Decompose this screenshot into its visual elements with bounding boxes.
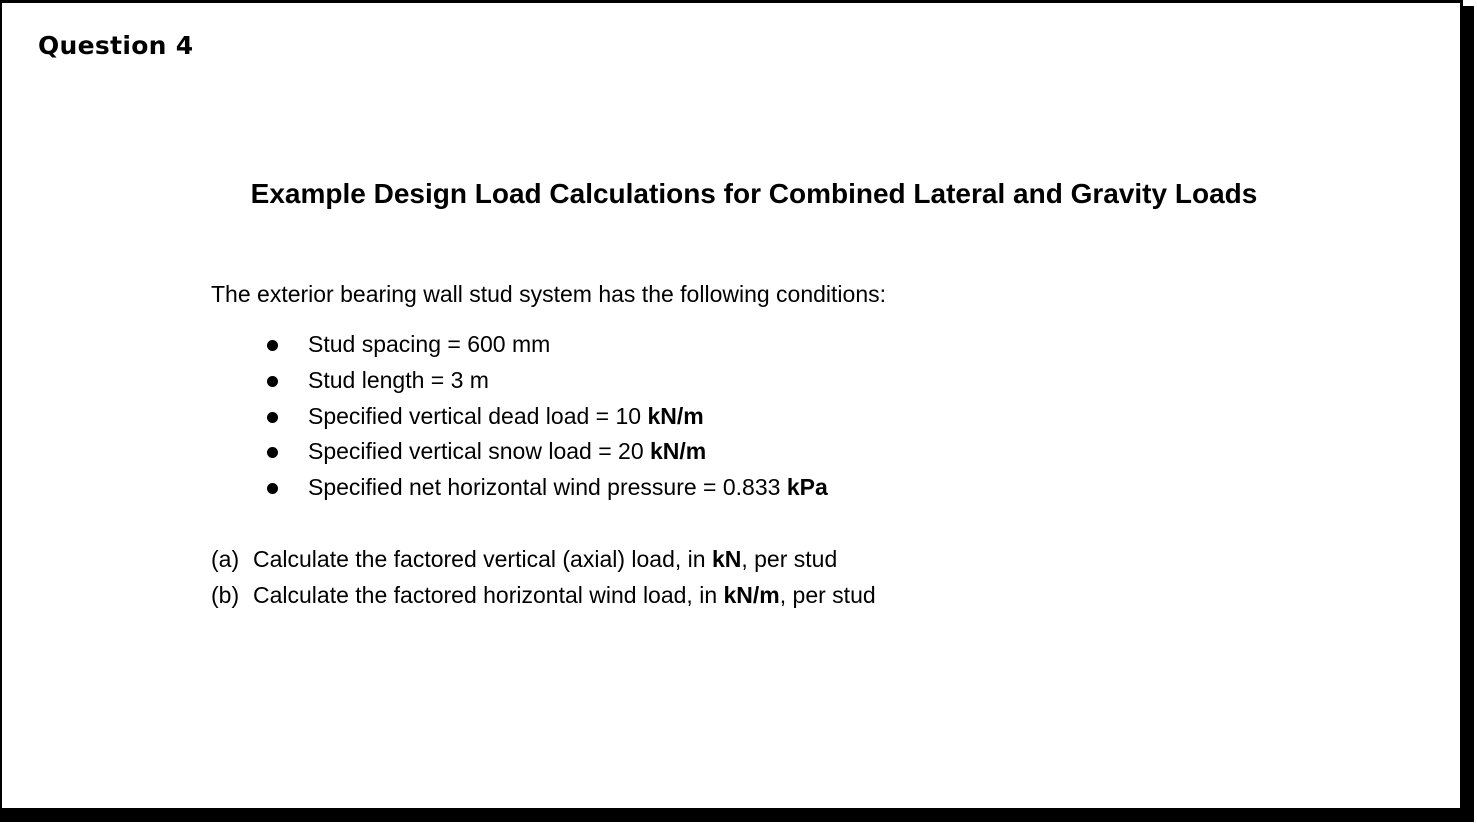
condition-stud-spacing bbox=[266, 327, 828, 363]
condition-snow-load bbox=[266, 434, 828, 470]
task-text: Calculate the factored horizontal wind load, in bbox=[253, 582, 724, 608]
task-text: Calculate the factored vertical (axial) load, in bbox=[253, 546, 712, 572]
task-text-end: , per stud bbox=[741, 546, 838, 572]
task-text-end: , per stud bbox=[779, 582, 876, 608]
task-letter: (b) bbox=[211, 582, 240, 608]
condition-unit: kPa bbox=[786, 474, 828, 501]
tasks-list bbox=[211, 541, 876, 613]
task-a bbox=[211, 541, 876, 577]
task-b bbox=[211, 577, 876, 613]
task-unit: kN/m bbox=[723, 582, 780, 608]
condition-text: Specified vertical dead load = 10 bbox=[308, 402, 648, 429]
conditions-list bbox=[266, 327, 828, 506]
task-letter: (a) bbox=[211, 546, 240, 572]
slide-shadow-right bbox=[1463, 6, 1474, 817]
bullet-icon bbox=[267, 340, 278, 351]
bullet-icon bbox=[267, 483, 278, 494]
bullet-icon bbox=[267, 447, 278, 458]
condition-unit: kN/m bbox=[647, 402, 704, 429]
condition-text: Stud spacing = 600 mm bbox=[308, 331, 551, 357]
condition-wind-pressure bbox=[266, 470, 828, 506]
task-unit: kN bbox=[711, 546, 742, 572]
page-title: Example Design Load Calculations for Combined Lateral and Gravity Loads bbox=[250, 178, 1258, 209]
condition-stud-length bbox=[266, 363, 828, 399]
intro-text: The exterior bearing wall stud system has the following conditions: bbox=[211, 281, 887, 307]
condition-text: Stud length = 3 m bbox=[308, 366, 489, 393]
question-label: Question 4 bbox=[38, 31, 194, 60]
condition-text: Specified net horizontal wind pressure = 0.833 bbox=[308, 474, 787, 501]
condition-unit: kN/m bbox=[650, 438, 707, 465]
condition-text: Specified vertical snow load = 20 bbox=[308, 438, 651, 465]
condition-dead-load bbox=[266, 399, 828, 435]
bullet-icon bbox=[267, 376, 278, 387]
bullet-icon bbox=[267, 412, 278, 423]
slide-shadow-bottom bbox=[0, 811, 1474, 822]
